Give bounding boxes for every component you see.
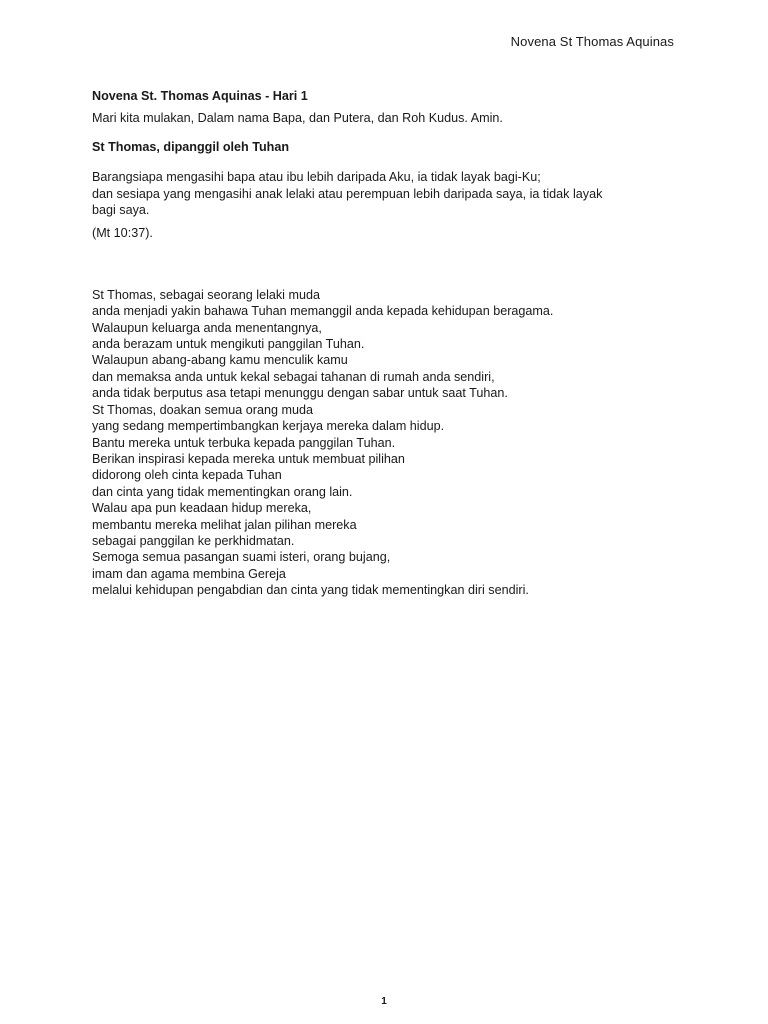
prayer-line: dan cinta yang tidak mementingkan orang lain. (92, 484, 353, 499)
prayer-line: sebagai panggilan ke perkhidmatan. (92, 533, 295, 548)
invocation-text: Mari kita mulakan, Dalam nama Bapa, dan Putera, dan Roh Kudus. Amin. (92, 111, 503, 126)
prayer-line: anda tidak berputus asa tetapi menunggu dengan sabar untuk saat Tuhan. (92, 386, 508, 401)
prayer-text (92, 287, 682, 599)
page-number: 1 (381, 996, 387, 1007)
scripture-line: dan sesiapa yang mengasihi anak lelaki atau perempuan lebih daripada saya, ia tidak layak (92, 186, 603, 201)
prayer-line: didorong oleh cinta kepada Tuhan (92, 468, 282, 483)
prayer-line: anda berazam untuk mengikuti panggilan Tuhan. (92, 337, 365, 352)
prayer-line: St Thomas, sebagai seorang lelaki muda (92, 287, 320, 302)
prayer-line: imam dan agama membina Gereja (92, 566, 286, 581)
document-body (92, 88, 682, 599)
prayer-line: Walau apa pun keadaan hidup mereka, (92, 501, 312, 516)
prayer-line: Semoga semua pasangan suami isteri, orang bujang, (92, 550, 391, 565)
scripture-passage (92, 169, 682, 218)
prayer-line: Berikan inspirasi kepada mereka untuk membuat pilihan (92, 451, 405, 466)
scripture-line: Barangsiapa mengasihi bapa atau ibu lebih daripada Aku, ia tidak layak bagi-Ku; (92, 170, 541, 185)
prayer-line: Walaupun abang-abang kamu menculik kamu (92, 353, 348, 368)
prayer-line: St Thomas, doakan semua orang muda (92, 402, 313, 417)
section-subheading: St Thomas, dipanggil oleh Tuhan (92, 139, 290, 154)
prayer-line: anda menjadi yakin bahawa Tuhan memanggil anda kepada kehidupan beragama. (92, 304, 554, 319)
prayer-line: yang sedang mempertimbangkan kerjaya mereka dalam hidup. (92, 419, 445, 434)
scripture-reference: (Mt 10:37). (92, 226, 153, 241)
prayer-line: melalui kehidupan pengabdian dan cinta yang tidak mementingkan diri sendiri. (92, 583, 529, 598)
scripture-line: bagi saya. (92, 203, 150, 218)
document-title: Novena St. Thomas Aquinas - Hari 1 (92, 89, 308, 103)
running-header: Novena St Thomas Aquinas (510, 34, 674, 49)
prayer-line: Walaupun keluarga anda menentangnya, (92, 320, 322, 335)
prayer-line: dan memaksa anda untuk kekal sebagai tahanan di rumah anda sendiri, (92, 369, 495, 384)
prayer-line: Bantu mereka untuk terbuka kepada panggilan Tuhan. (92, 435, 396, 450)
prayer-line: membantu mereka melihat jalan pilihan mereka (92, 517, 357, 532)
